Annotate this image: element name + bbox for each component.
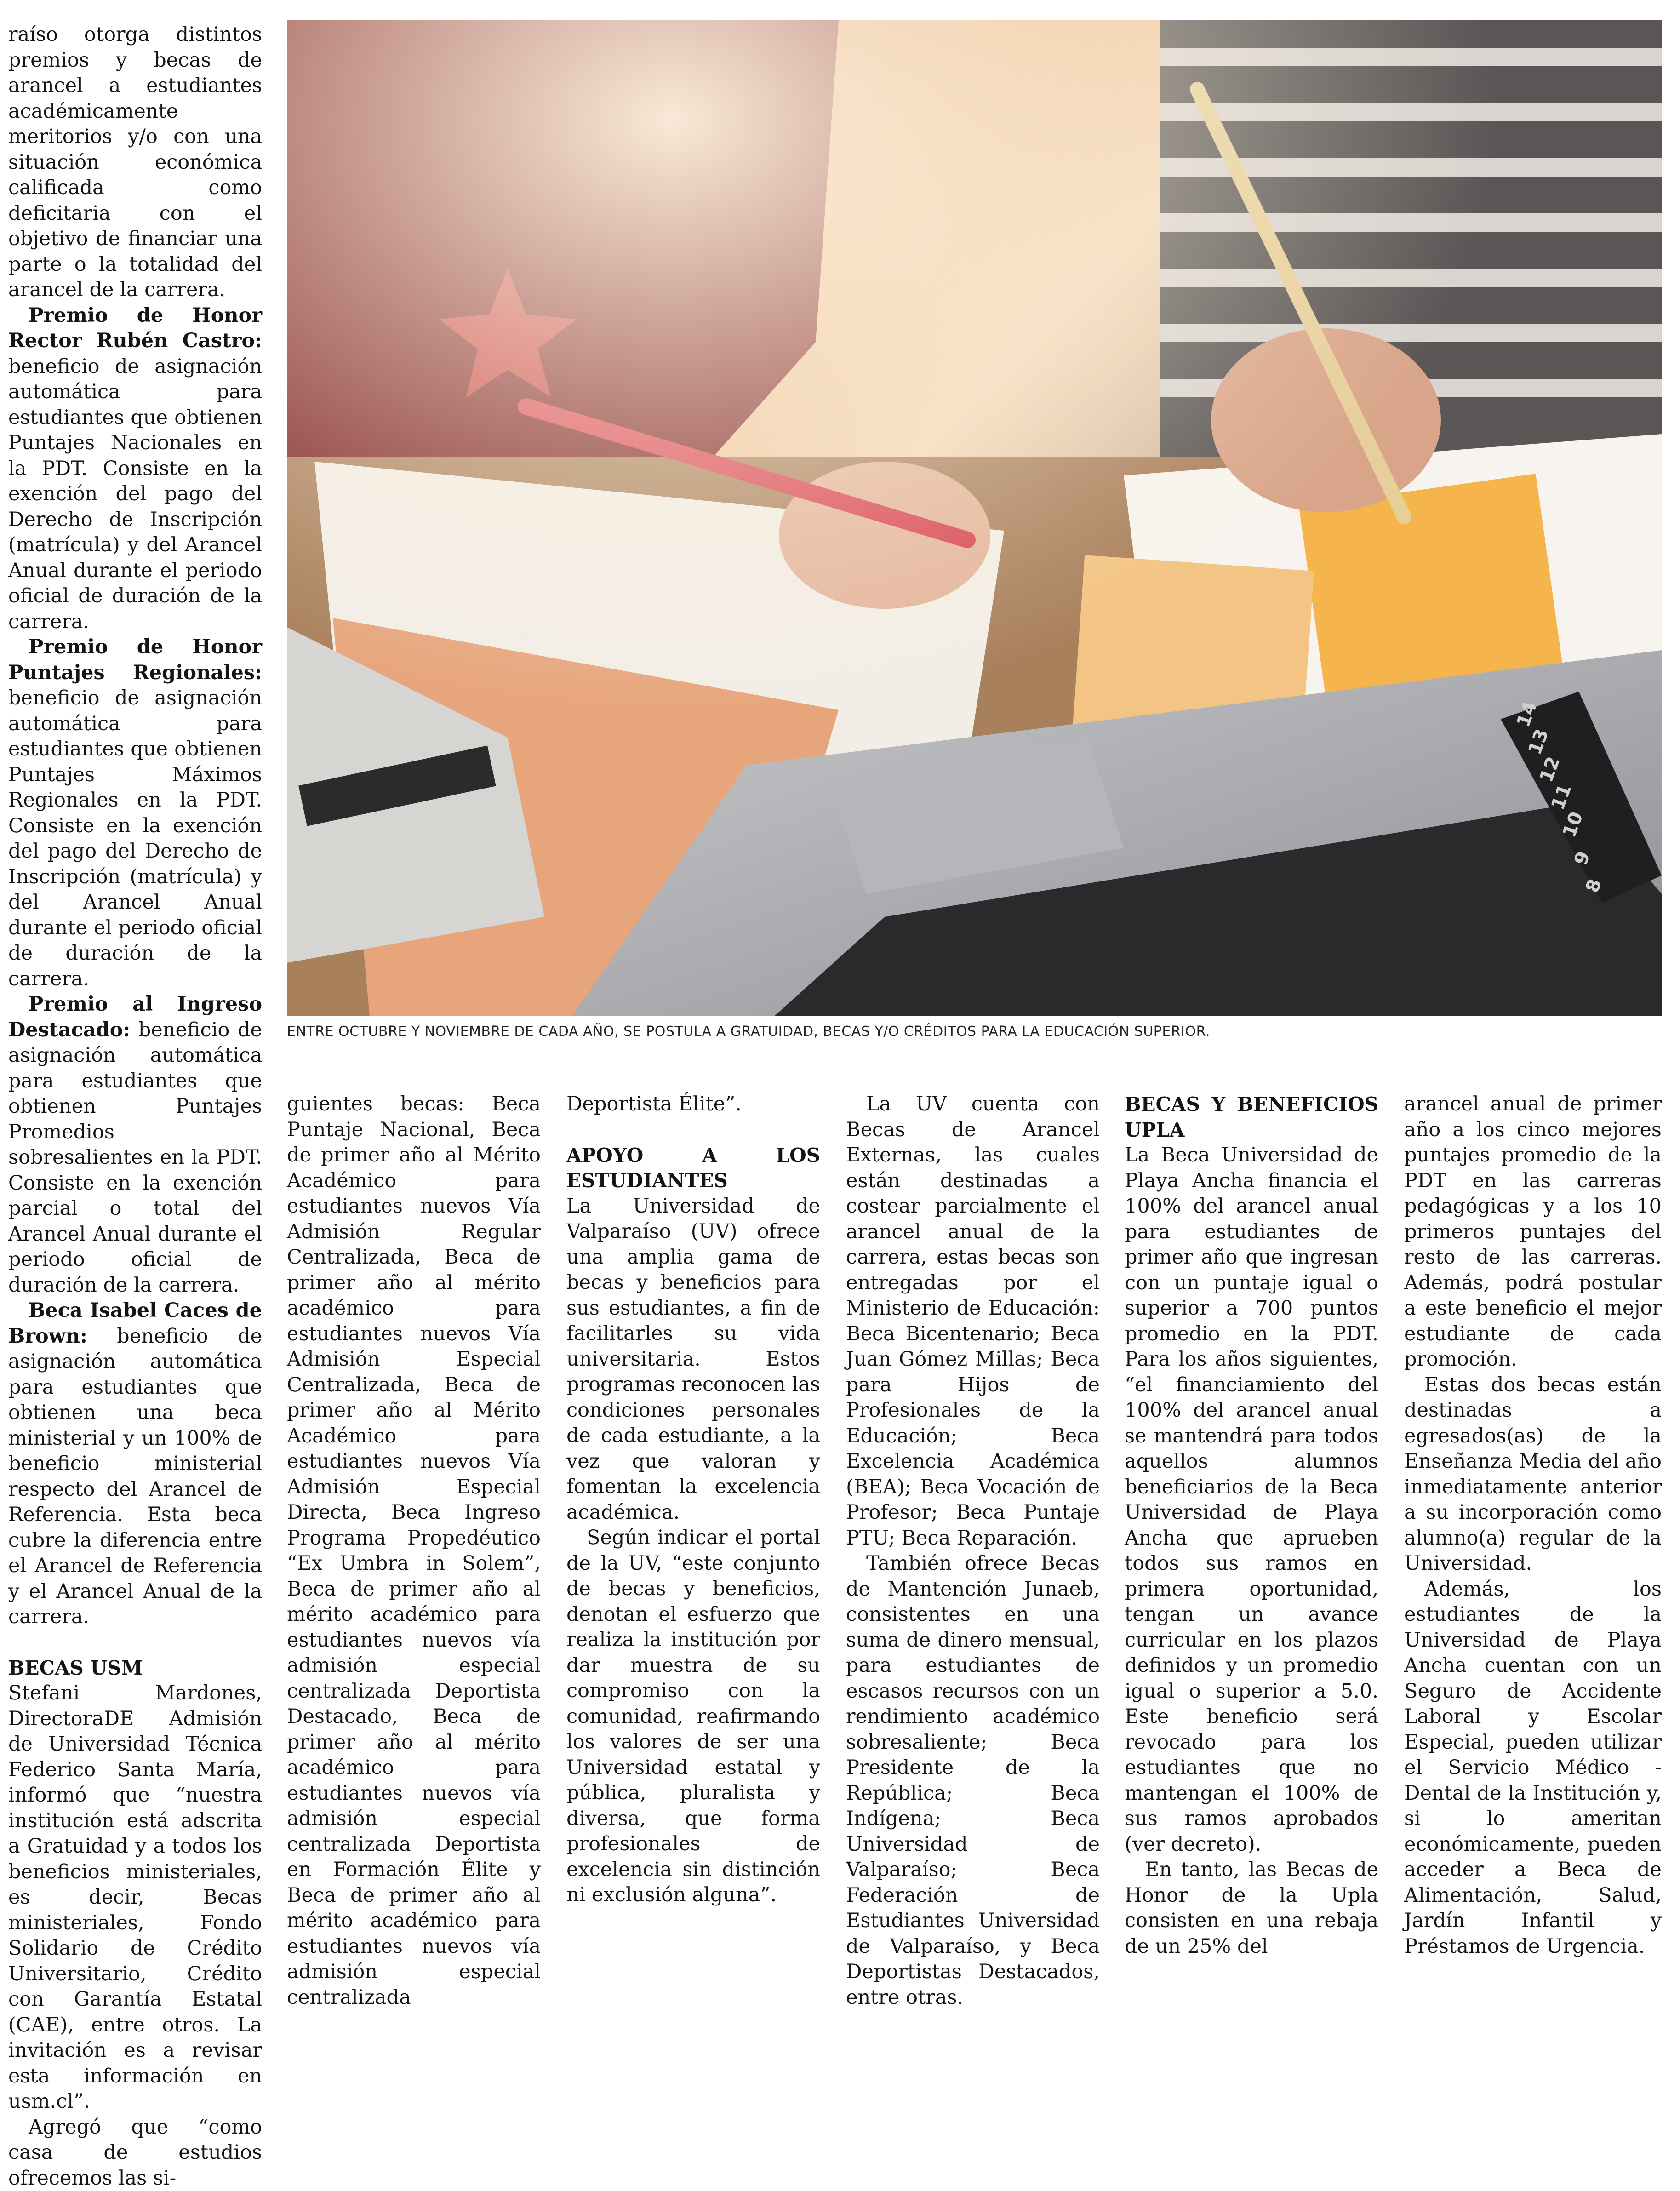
paragraph: arancel anual de primer año a los cinco mejores puntajes promedio de la PDT en las carreras pedagógicas y a los 10 primeros puntajes del resto de las carreras. Además, podrá postular a este beneficio el mejor estudiante de cada promoción. <box>1404 1092 1662 1373</box>
paragraph <box>8 635 262 992</box>
paragraph: guientes becas: Beca Puntaje Nacional, Beca de primer año al Mérito Académico para estudiantes nuevos Vía Admisión Regular Centralizada, Beca de primer año al mérito académico para estudiantes nuevos Vía Admisión Especial Centralizada, Beca de primer año al Mérito Académico para estudiantes nuevos Vía Admisión Especial Directa, Beca Ingreso Programa Propedéutico “Ex Umbra in Solem”, Beca de primer año al mérito académico para estudiantes nuevos vía admisión especial centralizada Deportista Destacado, Beca de primer año al mérito académico para estudiantes nuevos vía admisión especial centralizada Deportista en Formación Élite y Beca de primer año al mérito académico para estudiantes nuevos vía admisión especial centralizada <box>287 1092 541 2010</box>
paragraph: Deportista Élite”. <box>566 1092 820 1117</box>
paragraph-body: beneficio de asignación automática para estudiantes que obtienen Puntajes Promedios sobresalientes en la PDT. Consiste en la exención parcial o total del Arancel Anual durante el periodo oficial de duración de la carrera. <box>8 1018 262 1297</box>
paragraph <box>8 992 262 1298</box>
students-studying-illustration <box>287 20 1662 1016</box>
section-heading-uv: APOYO A LOS ESTUDIANTES <box>566 1143 820 1194</box>
section-heading-upla: BECAS Y BENEFICIOS UPLA <box>1125 1092 1378 1143</box>
paragraph: La UV cuenta con Becas de Arancel Externas, las cuales están destinadas a costear parcialmente el arancel anual de la carrera, estas becas son entregadas por el Ministerio de Educación: Beca Bicentenario; Beca Juan Gómez Millas; Beca para Hijos de Profesionales de la Educación; Beca Excelencia Académica (BEA); Beca Vocación de Profesor; Beca Puntaje PTU; Beca Reparación. <box>846 1092 1100 1551</box>
paragraph: La Universidad de Valparaíso (UV) ofrece una amplia gama de becas y beneficios para sus estudiantes, a fin de facilitarles su vida universitaria. Estos programas reconocen las condiciones personales de cada estudiante, a la vez que valoran y fomentan la excelencia académica. <box>566 1194 820 1526</box>
paragraph: Estas dos becas están destinadas a egresados(as) de la Enseñanza Media del año inmediatamente anterior a su incorporación como alumno(a) regular de la Universidad. <box>1404 1373 1662 1577</box>
paragraph-lead: Premio al Ingreso Destacado: <box>8 993 262 1041</box>
article-column-2 <box>287 1092 541 2010</box>
paragraph <box>8 303 262 635</box>
paragraph: También ofrece Becas de Mantención Junaeb, consistentes en una suma de dinero mensual, para estudiantes de escasos recursos con un rendimiento académico sobresaliente; Beca Presidente de la República; Beca Indígena; Beca Universidad de Valparaíso; Beca Federación de Estudiantes Universidad de Valparaíso, y Beca Deportistas Destacados, entre otras. <box>846 1551 1100 2010</box>
paragraph: En tanto, las Becas de Honor de la Upla consisten en una rebaja de un 25% del <box>1125 1857 1378 1959</box>
section-heading-usm: BECAS USM <box>8 1655 262 1681</box>
article-column-1 <box>8 22 262 2191</box>
paragraph-lead: Premio de Honor Rector Rubén Castro: <box>8 304 262 353</box>
article-column-6 <box>1404 1092 1662 1959</box>
paragraph: Stefani Mardones, DirectoraDE Admisión de Universidad Técnica Federico Santa María, informó que “nuestra institución está adscrita a Gratuidad y a todos los beneficios ministeriales, es decir, Becas ministeriales, Fondo Solidario de Crédito Universitario, Crédito con Garantía Estatal (CAE), entre otros. La invitación es a revisar esta información en usm.cl”. <box>8 1681 262 2115</box>
paragraph-body: beneficio de asignación automática para estudiantes que obtienen Puntajes Nacionales en la PDT. Consiste en la exención del pago del Derecho de Inscripción (matrícula) y del Arancel Anual durante el periodo oficial de duración de la carrera. <box>8 355 262 633</box>
article-column-3 <box>566 1092 820 1908</box>
paragraph-lead: Beca Isabel Caces de Brown: <box>8 1299 262 1348</box>
article-column-4 <box>846 1092 1100 2010</box>
article-column-5 <box>1125 1092 1378 1959</box>
paragraph: Agregó que “como casa de estudios ofrecemos las si- <box>8 2115 262 2191</box>
paragraph-body: beneficio de asignación automática para estudiantes que obtienen una beca ministerial y un 100% de beneficio ministerial respecto del Arancel de Referencia. Esta beca cubre la diferencia entre el Arancel de Referencia y el Arancel Anual de la carrera. <box>8 1325 262 1629</box>
paragraph: La Beca Universidad de Playa Ancha financia el 100% del arancel anual para estudiantes de primer año que ingresan con un puntaje igual o superior a 700 puntos promedio en la PDT. Para los años siguientes, “el financiamiento del 100% del arancel anual se mantendrá para todos aquellos alumnos beneficiarios de la Beca Universidad de Playa Ancha que aprueben todos sus ramos en primera oportunidad, tengan un avance curricular en los plazos definidos y un promedio igual o superior a 5.0. Este beneficio será revocado para los estudiantes que no mantengan el 100% de sus ramos aprobados (ver decreto). <box>1125 1143 1378 1857</box>
paragraph-lead: Premio de Honor Puntajes Regionales: <box>8 635 262 684</box>
paragraph <box>8 1298 262 1630</box>
paragraph-body: beneficio de asignación automática para estudiantes que obtienen Puntajes Máximos Regionales en la PDT. Consiste en la exención del pago del Derecho de Inscripción (matrícula) y del Arancel Anual durante el periodo oficial de duración de la carrera. <box>8 686 262 990</box>
paragraph: raíso otorga distintos premios y becas de arancel a estudiantes académicamente meritorios y/o con una situación económica calificada como deficitaria con el objetivo de financiar una parte o la totalidad del arancel de la carrera. <box>8 22 262 303</box>
article-photo <box>287 20 1662 1016</box>
paragraph: Además, los estudiantes de la Universidad de Playa Ancha cuentan con un Seguro de Accidente Laboral y Escolar Especial, pueden utilizar el Servicio Médico - Dental de la Institución y, si lo ameritan económicamente, pueden acceder a Beca de Alimentación, Salud, Jardín Infantil y Préstamos de Urgencia. <box>1404 1577 1662 1960</box>
photo-caption: ENTRE OCTUBRE Y NOVIEMBRE DE CADA AÑO, SE POSTULA A GRATUIDAD, BECAS Y/O CRÉDITOS PARA LA EDUCACIÓN SUPERIOR. <box>287 1024 1662 1040</box>
paragraph: Según indicar el portal de la UV, “este conjunto de becas y beneficios, denotan el esfuerzo que realiza la institución por dar muestra de su compromiso con la comunidad, reafirmando los valores de ser una Universidad estatal y pública, pluralista y diversa, que forma profesionales de excelencia sin distinción ni exclusión alguna”. <box>566 1525 820 1908</box>
